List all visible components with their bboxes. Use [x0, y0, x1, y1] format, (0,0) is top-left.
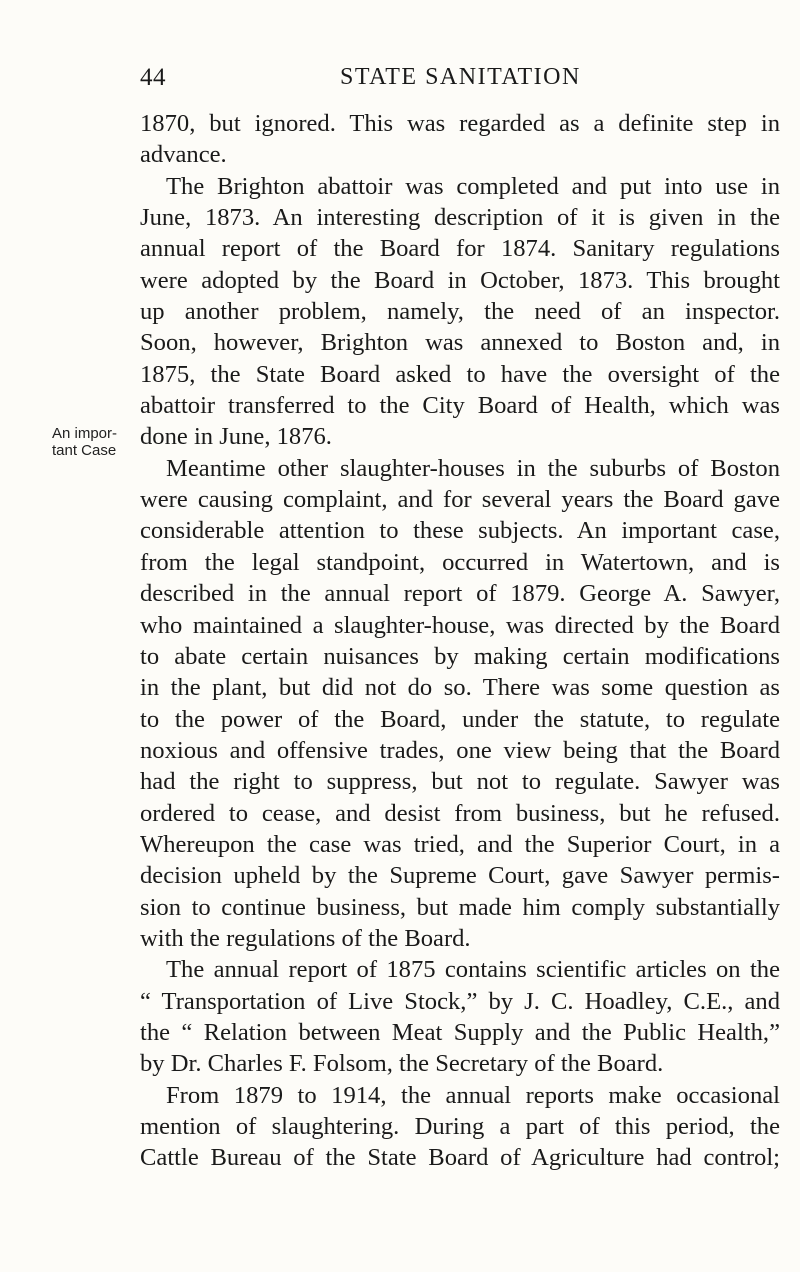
running-head	[140, 64, 780, 96]
text-line: described in the annual report of 1879. George A. Sawyer,	[140, 580, 780, 608]
text-line: ordered to cease, and desist from business, but he refused.	[140, 799, 780, 827]
text-line: annual report of the Board for 1874. Sanitary regulations	[140, 235, 780, 263]
text-line: considerable attention to these subjects. An important case,	[140, 517, 780, 545]
text-line: sion to continue business, but made him comply substantially	[140, 893, 780, 921]
text-line: Cattle Bureau of the State Board of Agriculture had control;	[140, 1144, 780, 1172]
text-line: from the legal standpoint, occurred in Watertown, and is	[140, 548, 780, 576]
text-line: done in June, 1876.	[140, 423, 332, 451]
text-line: “ Transportation of Live Stock,” by J. C. Hoadley, C.E., and	[140, 987, 780, 1015]
margin-note	[52, 425, 132, 459]
text-line: June, 1873. An interesting description of it is given in the	[140, 204, 780, 232]
text-line: mention of slaughtering. During a part of this period, the	[140, 1113, 780, 1140]
text-line: advance.	[140, 141, 227, 169]
text-line: to the power of the Board, under the statute, to regulate	[140, 705, 780, 733]
margin-note-line: An impor-	[52, 425, 118, 442]
text-line: Whereupon the case was tried, and the Superior Court, in a	[140, 830, 780, 858]
text-line: who maintained a slaughter-house, was directed by the Board	[140, 611, 780, 639]
text-line: The Brighton abattoir was completed and put into use in	[166, 172, 780, 200]
text-line: From 1879 to 1914, the annual reports make occasional	[166, 1081, 780, 1109]
text-line: decision upheld by the Supreme Court, gave Sawyer permis-	[140, 862, 780, 890]
text-line: noxious and offensive trades, one view being that the Board	[140, 736, 780, 764]
text-line: 1870, but ignored. This was regarded as a definite step in	[140, 110, 780, 137]
text-line: up another problem, namely, the need of an inspector.	[140, 298, 780, 326]
page-number: 44	[140, 64, 166, 91]
text-line: the “ Relation between Meat Supply and the Public Health,”	[140, 1018, 780, 1046]
text-line: in the plant, but did not do so. There was some question as	[140, 674, 780, 702]
text-line: Soon, however, Brighton was annexed to Boston and, in	[140, 329, 780, 357]
text-line: Meantime other slaughter-houses in the suburbs of Boston	[166, 454, 780, 482]
text-line: The annual report of 1875 contains scientific articles on the	[166, 956, 780, 984]
text-line: by Dr. Charles F. Folsom, the Secretary of the Board.	[140, 1050, 664, 1078]
text-line: to abate certain nuisances by making certain modifications	[140, 642, 780, 670]
running-title: STATE SANITATION	[340, 64, 581, 90]
text-line: abattoir transferred to the City Board of Health, which was	[140, 392, 780, 420]
text-line: were adopted by the Board in October, 1873. This brought	[140, 266, 780, 294]
margin-note-line: tant Case	[52, 442, 117, 459]
text-line: were causing complaint, and for several years the Board gave	[140, 486, 780, 514]
text-line: 1875, the State Board asked to have the oversight of the	[140, 360, 780, 388]
text-line: had the right to suppress, but not to regulate. Sawyer was	[140, 768, 780, 796]
body-text	[140, 108, 780, 1174]
text-line: with the regulations of the Board.	[140, 924, 471, 952]
